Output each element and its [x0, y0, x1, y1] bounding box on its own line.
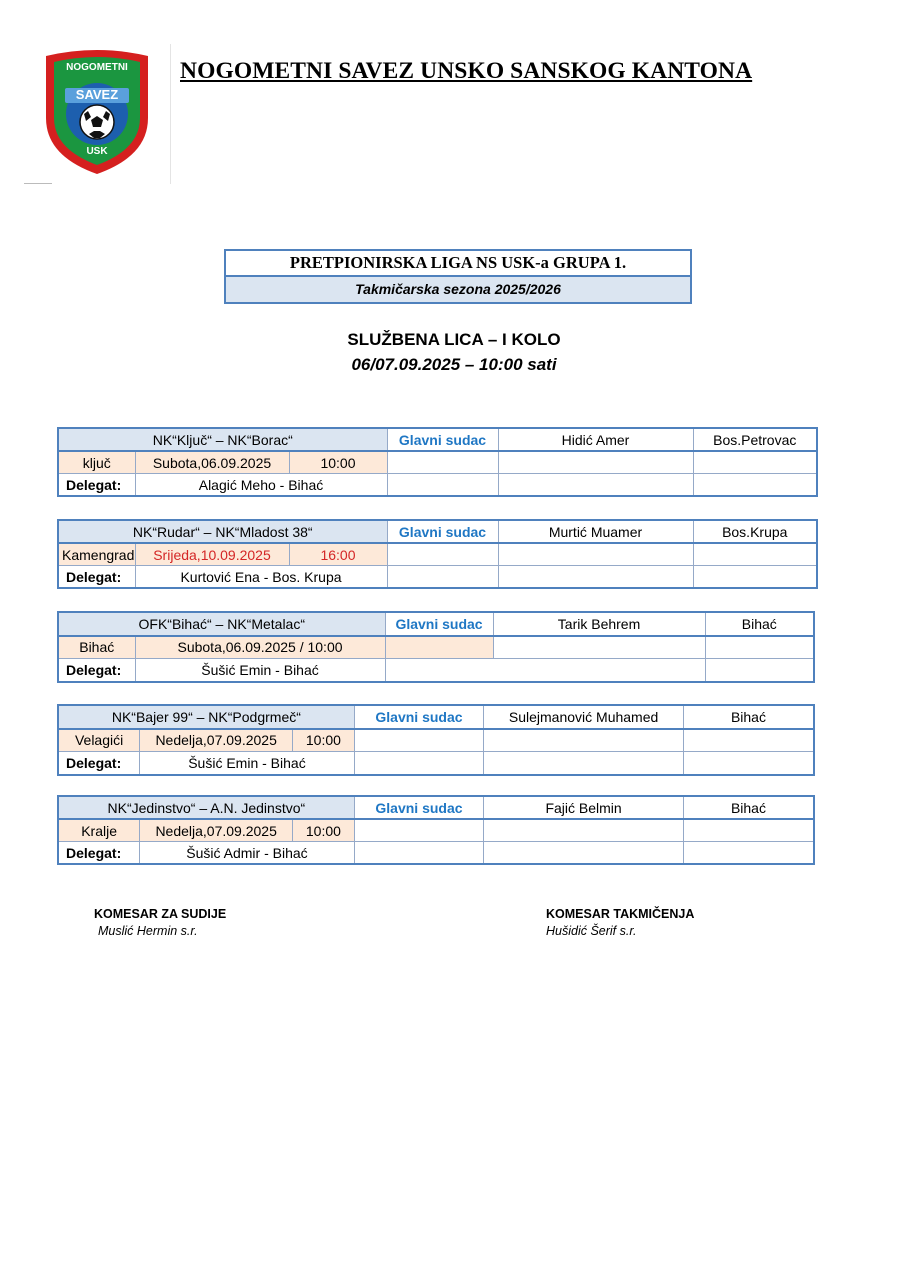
match-time: 10:00	[293, 819, 355, 842]
empty-cell	[693, 566, 816, 588]
match-date: Nedelja,07.09.2025	[140, 729, 293, 752]
empty-cell	[387, 543, 498, 566]
empty-cell	[354, 842, 484, 864]
logo-bottom-text: USK	[86, 146, 108, 157]
match-card-4	[57, 704, 815, 776]
match-time: 16:00	[289, 543, 387, 566]
empty-cell	[387, 566, 498, 588]
delegate-name: Šušić Emin - Bihać	[140, 752, 355, 774]
delegate-name: Šušić Admir - Bihać	[140, 842, 355, 864]
signature-competition-commissioner	[546, 907, 694, 938]
empty-cell	[484, 819, 684, 842]
match-venue: Velagići	[59, 729, 140, 752]
match-card-3	[57, 611, 815, 683]
referee-city: Bos.Petrovac	[693, 429, 816, 451]
match-card-1	[57, 427, 818, 497]
delegate-name: Alagić Meho - Bihać	[135, 474, 387, 496]
empty-cell	[683, 729, 813, 752]
logo-top-text: NOGOMETNI	[66, 62, 128, 73]
organization-title: NOGOMETNI SAVEZ UNSKO SANSKOG KANTONA	[180, 58, 753, 84]
delegate-name: Kurtović Ena - Bos. Krupa	[135, 566, 387, 588]
match-date: Subota,06.09.2025	[135, 451, 289, 474]
empty-cell	[484, 729, 684, 752]
signature-title: KOMESAR TAKMIČENJA	[546, 907, 695, 921]
referee-city: Bos.Krupa	[693, 521, 816, 543]
empty-cell	[683, 819, 813, 842]
match-teams: OFK“Bihać“ – NK“Metalac“	[59, 613, 385, 636]
match-venue: Kralje	[59, 819, 140, 842]
signature-name: Muslić Hermin s.r.	[98, 924, 198, 938]
empty-cell	[683, 752, 813, 774]
referee-name: Sulejmanović Muhamed	[484, 706, 684, 729]
match-time: 10:00	[293, 729, 355, 752]
match-datetime: Subota,06.09.2025 / 10:00	[135, 636, 385, 659]
referee-city: Bihać	[683, 797, 813, 819]
logo-middle-text: SAVEZ	[75, 87, 119, 102]
signature-referee-commissioner	[94, 907, 226, 938]
match-card-2	[57, 519, 818, 589]
league-name: PRETPIONIRSKA LIGA NS USK-a GRUPA 1.	[226, 251, 690, 277]
referee-role: Glavni sudac	[354, 706, 484, 729]
referee-name: Hidić Amer	[498, 429, 693, 451]
empty-cell	[693, 474, 816, 496]
empty-cell	[385, 636, 493, 659]
delegate-label: Delegat:	[59, 566, 135, 588]
match-teams: NK“Jedinstvo“ – A.N. Jedinstvo“	[59, 797, 354, 819]
delegate-label: Delegat:	[59, 752, 140, 774]
delegate-label: Delegat:	[59, 659, 135, 681]
referee-role: Glavni sudac	[387, 429, 498, 451]
match-venue: ključ	[59, 451, 135, 474]
referee-city: Bihać	[705, 613, 813, 636]
match-teams: NK“Ključ“ – NK“Borac“	[59, 429, 387, 451]
delegate-name: Šušić Emin - Bihać	[135, 659, 385, 681]
referee-role: Glavni sudac	[387, 521, 498, 543]
match-date: Nedelja,07.09.2025	[140, 819, 293, 842]
empty-cell	[387, 474, 498, 496]
empty-cell	[693, 451, 816, 474]
empty-cell	[493, 636, 705, 659]
delegate-label: Delegat:	[59, 842, 140, 864]
empty-cell	[354, 729, 484, 752]
officials-round-heading: SLUŽBENA LICA – I KOLO	[347, 330, 561, 349]
referee-role: Glavni sudac	[385, 613, 493, 636]
empty-cell	[498, 566, 693, 588]
match-venue: Kamengrad	[59, 543, 135, 566]
referee-role: Glavni sudac	[354, 797, 484, 819]
empty-cell	[354, 752, 484, 774]
empty-cell	[705, 636, 813, 659]
empty-cell	[498, 451, 693, 474]
empty-cell	[498, 543, 693, 566]
referee-name: Murtić Muamer	[498, 521, 693, 543]
empty-cell	[354, 819, 484, 842]
match-teams: NK“Bajer 99“ – NK“Podgrmeč“	[59, 706, 354, 729]
match-date: Srijeda,10.09.2025	[135, 543, 289, 566]
empty-cell	[693, 543, 816, 566]
referee-name: Fajić Belmin	[484, 797, 684, 819]
header-divider	[170, 44, 171, 184]
referee-city: Bihać	[683, 706, 813, 729]
referee-name: Tarik Behrem	[493, 613, 705, 636]
round-date-heading: 06/07.09.2025 – 10:00 sati	[351, 355, 557, 374]
empty-cell	[498, 474, 693, 496]
match-teams: NK“Rudar“ – NK“Mladost 38“	[59, 521, 387, 543]
logo-underline	[24, 183, 52, 184]
empty-cell	[683, 842, 813, 864]
empty-cell	[387, 451, 498, 474]
league-box	[224, 249, 692, 304]
empty-cell	[705, 659, 813, 681]
delegate-label: Delegat:	[59, 474, 135, 496]
signature-title: KOMESAR ZA SUDIJE	[94, 907, 227, 921]
match-card-5	[57, 795, 815, 865]
empty-cell	[385, 659, 705, 681]
usk-logo	[36, 48, 158, 178]
empty-cell	[484, 842, 684, 864]
empty-cell	[484, 752, 684, 774]
match-time: 10:00	[289, 451, 387, 474]
match-venue: Bihać	[59, 636, 135, 659]
league-season: Takmičarska sezona 2025/2026	[226, 277, 690, 302]
signature-name: Hušidić Šerif s.r.	[546, 924, 637, 938]
